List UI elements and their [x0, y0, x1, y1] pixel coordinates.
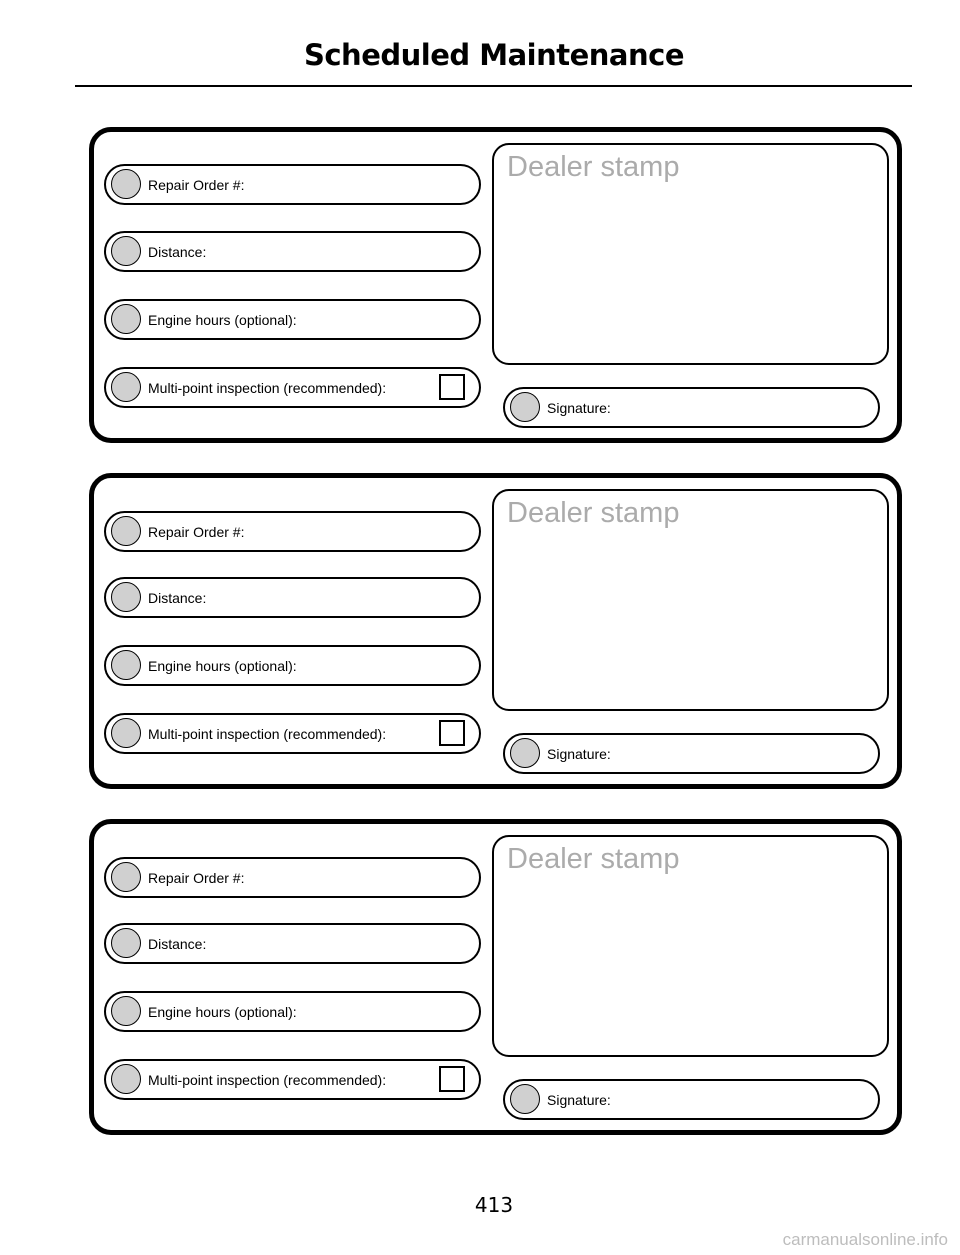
field-bullet-icon — [111, 1064, 141, 1094]
distance-label: Distance: — [148, 244, 207, 260]
watermark: carmanualsonline.info — [782, 1230, 948, 1249]
repair-order-field[interactable] — [104, 857, 481, 898]
maintenance-record-1 — [89, 127, 902, 443]
page-title: Scheduled Maintenance — [303, 38, 685, 72]
field-bullet-icon — [111, 862, 141, 892]
inspection-label: Multi-point inspection (recommended): — [148, 1072, 387, 1088]
signature-field[interactable] — [503, 387, 880, 428]
engine-hours-label: Engine hours (optional): — [148, 1004, 297, 1020]
field-bullet-icon — [111, 718, 141, 748]
field-bullet-icon — [111, 928, 141, 958]
engine-hours-label: Engine hours (optional): — [148, 658, 297, 674]
field-bullet-icon — [111, 516, 141, 546]
distance-label: Distance: — [148, 936, 207, 952]
distance-label: Distance: — [148, 590, 207, 606]
signature-field[interactable] — [503, 733, 880, 774]
dealer-stamp-box — [492, 489, 889, 711]
repair-order-label: Repair Order #: — [148, 524, 245, 540]
dealer-stamp-label: Dealer stamp — [507, 497, 680, 529]
repair-order-field[interactable] — [104, 511, 481, 552]
page-number: 413 — [474, 1193, 514, 1217]
maintenance-record-3 — [89, 819, 902, 1135]
signature-label: Signature: — [547, 746, 611, 762]
field-bullet-icon — [510, 392, 540, 422]
engine-hours-field[interactable] — [104, 645, 481, 686]
signature-label: Signature: — [547, 1092, 611, 1108]
inspection-field — [104, 1059, 481, 1100]
engine-hours-field[interactable] — [104, 991, 481, 1032]
engine-hours-field[interactable] — [104, 299, 481, 340]
field-bullet-icon — [111, 236, 141, 266]
inspection-field — [104, 713, 481, 754]
field-bullet-icon — [111, 582, 141, 612]
field-bullet-icon — [111, 169, 141, 199]
header-divider — [75, 85, 912, 87]
inspection-checkbox[interactable] — [439, 1066, 465, 1092]
inspection-checkbox[interactable] — [439, 374, 465, 400]
dealer-stamp-label: Dealer stamp — [507, 843, 680, 875]
field-bullet-icon — [111, 996, 141, 1026]
inspection-label: Multi-point inspection (recommended): — [148, 380, 387, 396]
distance-field[interactable] — [104, 923, 481, 964]
inspection-checkbox[interactable] — [439, 720, 465, 746]
inspection-field — [104, 367, 481, 408]
inspection-label: Multi-point inspection (recommended): — [148, 726, 387, 742]
signature-field[interactable] — [503, 1079, 880, 1120]
dealer-stamp-box — [492, 143, 889, 365]
repair-order-label: Repair Order #: — [148, 870, 245, 886]
maintenance-record-2 — [89, 473, 902, 789]
dealer-stamp-box — [492, 835, 889, 1057]
engine-hours-label: Engine hours (optional): — [148, 312, 297, 328]
distance-field[interactable] — [104, 577, 481, 618]
field-bullet-icon — [510, 738, 540, 768]
repair-order-field[interactable] — [104, 164, 481, 205]
field-bullet-icon — [111, 304, 141, 334]
field-bullet-icon — [510, 1084, 540, 1114]
field-bullet-icon — [111, 372, 141, 402]
distance-field[interactable] — [104, 231, 481, 272]
field-bullet-icon — [111, 650, 141, 680]
signature-label: Signature: — [547, 400, 611, 416]
dealer-stamp-label: Dealer stamp — [507, 151, 680, 183]
repair-order-label: Repair Order #: — [148, 177, 245, 193]
